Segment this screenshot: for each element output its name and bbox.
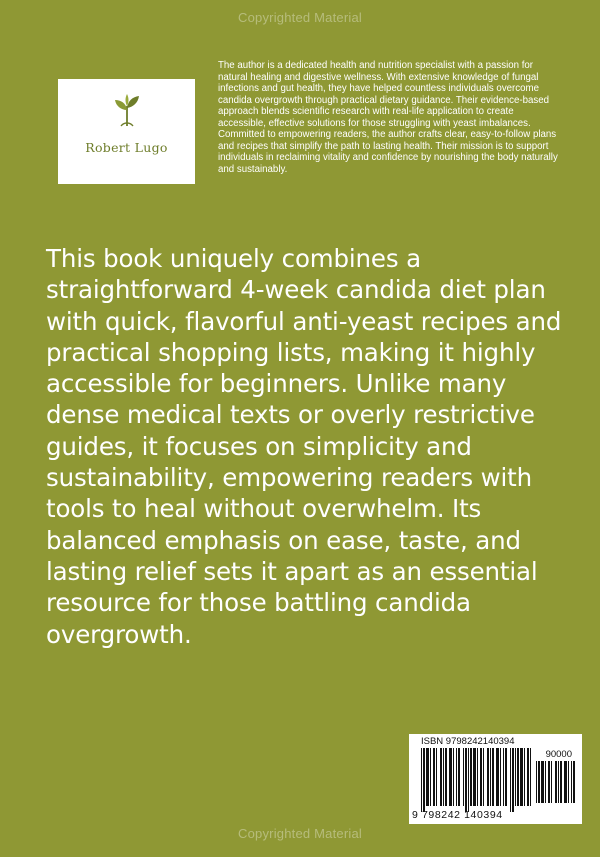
isbn-barcode — [409, 734, 582, 824]
leaf-sprout-icon — [110, 92, 144, 128]
ean-digits: 9 798242 140394 — [412, 809, 503, 821]
author-logo-card — [58, 79, 195, 184]
isbn-label: ISBN 9798242140394 — [421, 736, 515, 747]
ean-barcode-bars — [421, 748, 533, 812]
addon-barcode-bars — [536, 761, 576, 809]
author-logo-name: Robert Lugo — [85, 140, 168, 155]
book-description: This book uniquely combines a straightforward 4-week candida diet plan with quick, flavorful anti-yeast recipes and practical shopping lists, making it highly accessible for beginners. Unlike many dense medical texts or overly restrictive guides, it focuses on simplicity and sustainability, empowering readers with tools to heal without overwhelm. Its balanced emphasis on ease, taste, and lasting relief sets it apart as an essential resource for those battling candida overgrowth. — [46, 244, 562, 649]
copyright-watermark-top: Copyrighted Material — [238, 10, 362, 25]
copyright-watermark-bottom: Copyrighted Material — [238, 826, 362, 841]
author-bio: The author is a dedicated health and nutrition specialist with a passion for natural healing and digestive wellness. With extensive knowledge of fungal infections and gut health, they have helped countless individuals overcome candida overgrowth through practical dietary guidance. Their evidence-based approach blends scientific research with real-life application to create accessible, effective solutions for those struggling with yeast imbalances. Committed to empowering readers, the author crafts clear, easy-to-follow plans and recipes that simplify the path to lasting health. Their mission is to support individuals in reclaiming vitality and confidence by nourishing the body naturally and sustainably. — [218, 60, 558, 175]
price-code: 90000 — [545, 749, 572, 760]
